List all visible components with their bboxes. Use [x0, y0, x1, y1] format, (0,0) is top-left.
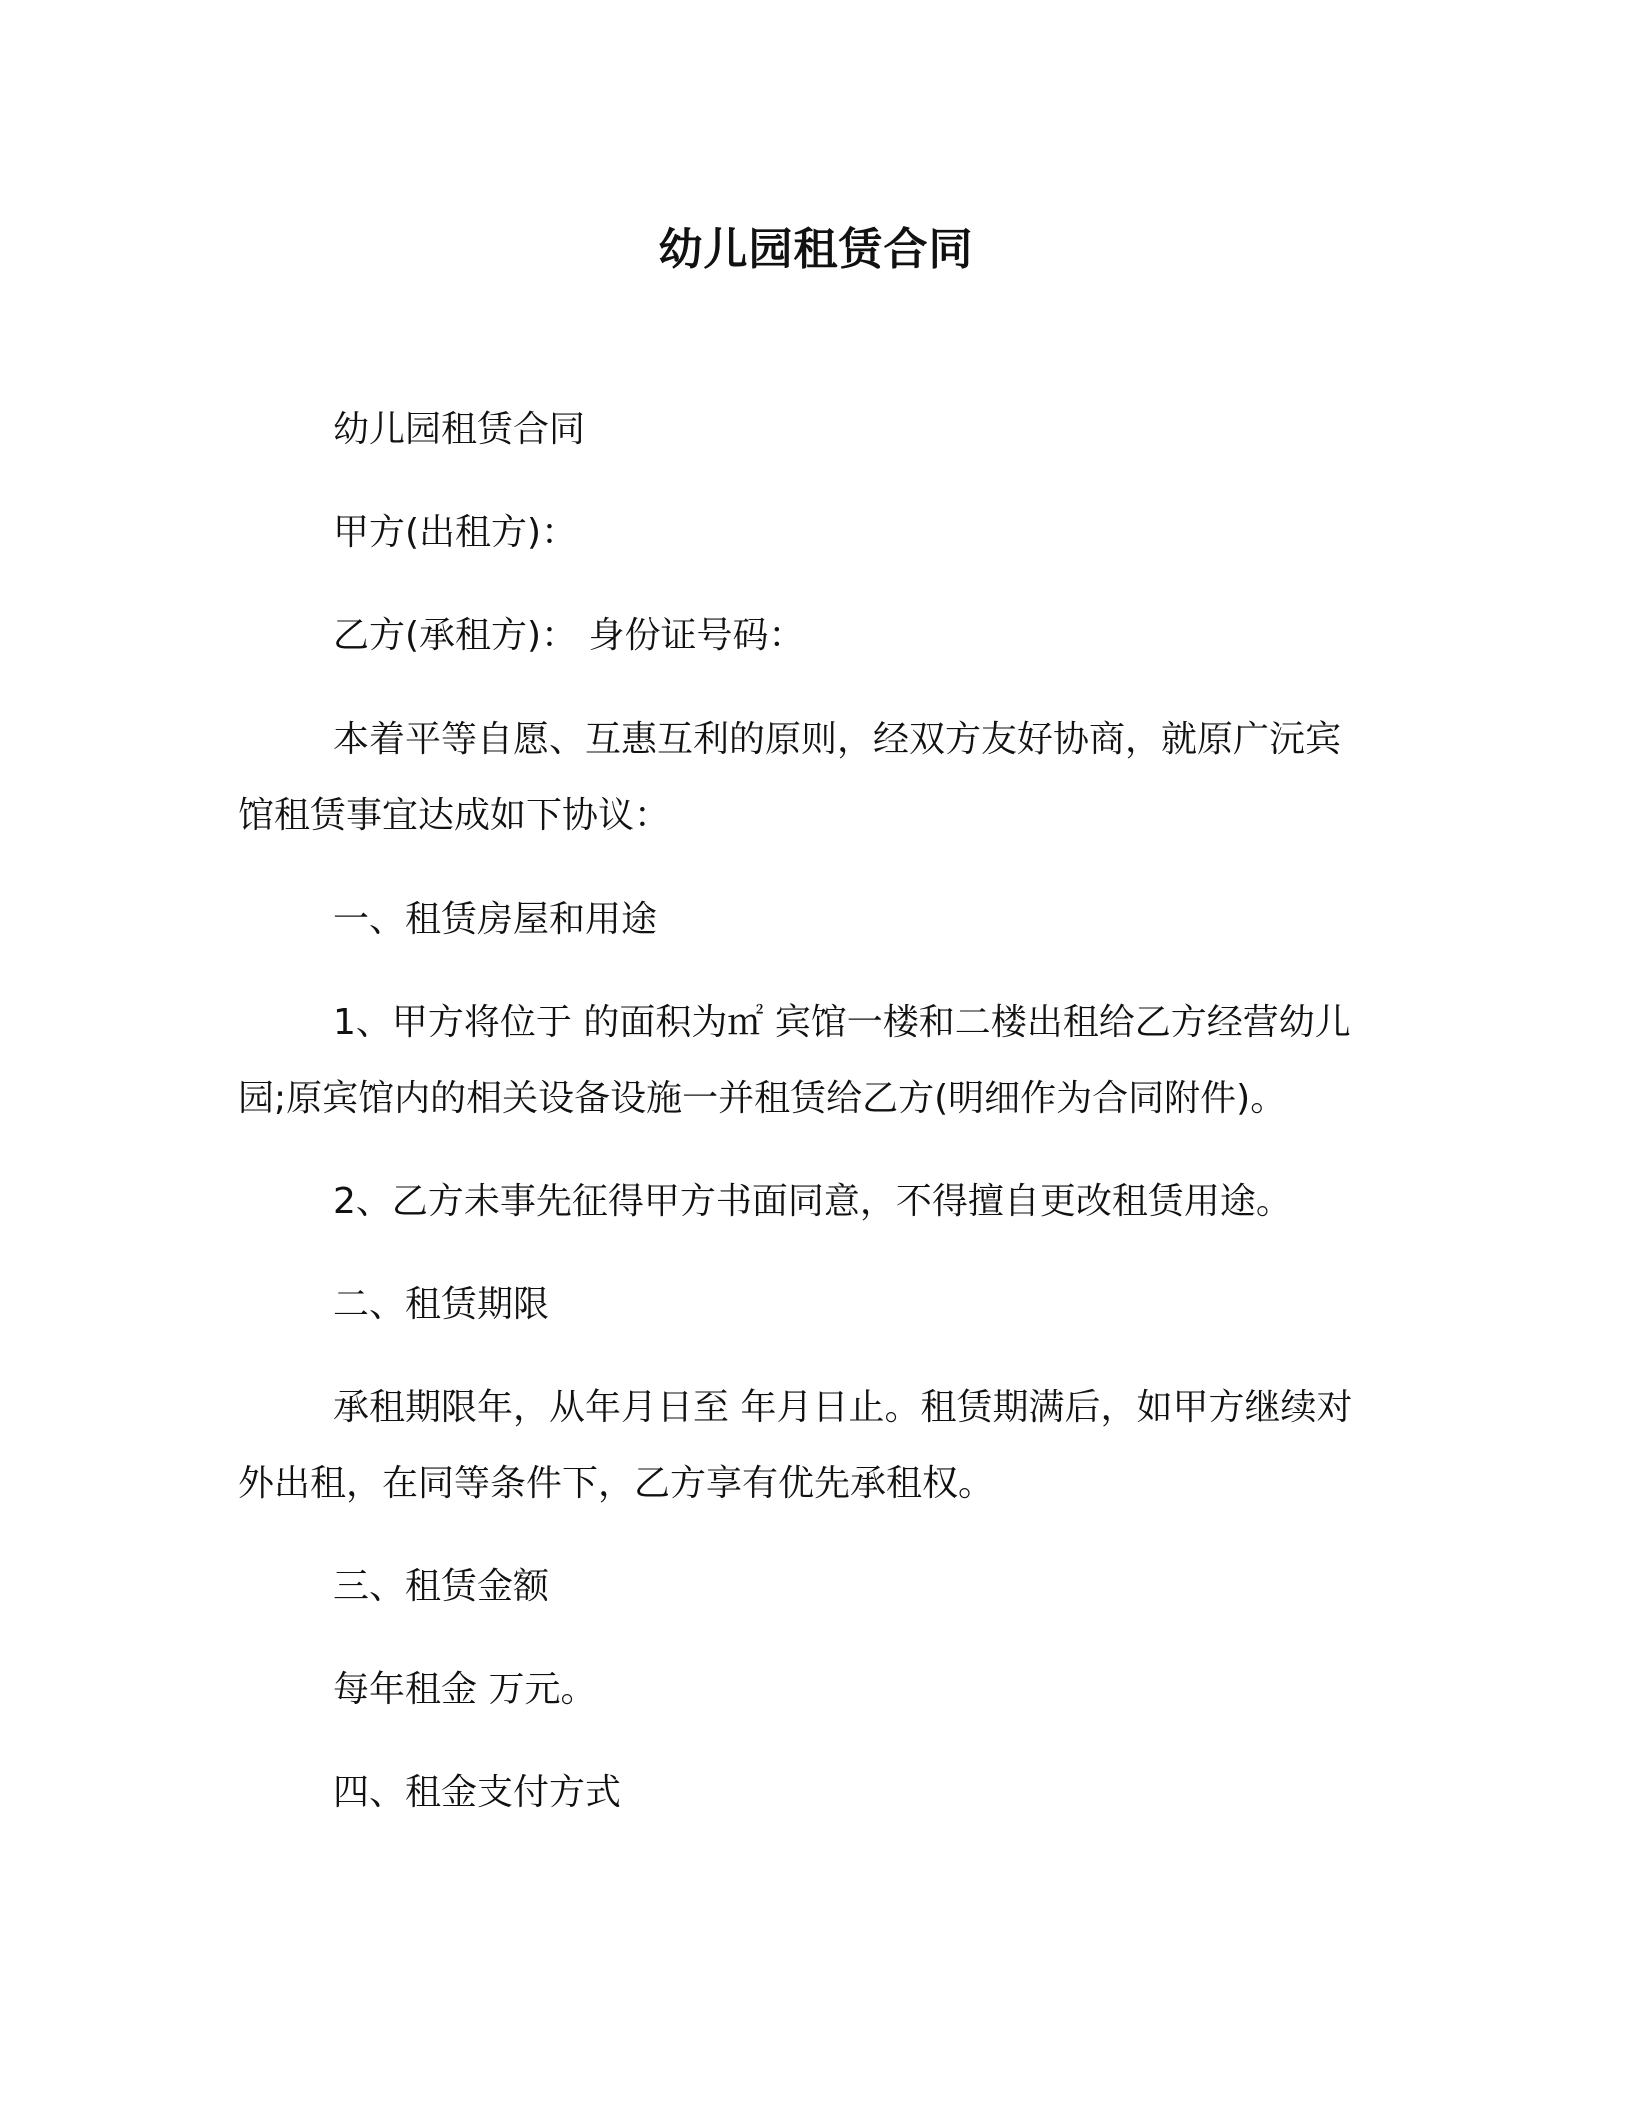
paragraph-preamble-line-1: 本着平等自愿、互惠互利的原则，经双方友好协商，就原广沅宾	[333, 719, 1342, 760]
clause-1-1-line-1: 1、甲方将位于 的面积为㎡ 宾馆一楼和二楼出租给乙方经营幼儿	[333, 1002, 1351, 1043]
clause-3-annual-rent: 每年租金 万元。	[333, 1669, 597, 1710]
clause-2-line-2: 外出租，在同等条件下，乙方享有优先承租权。	[238, 1463, 995, 1504]
paragraph-party-b: 乙方(承租方)： 身份证号码：	[333, 615, 805, 656]
clause-2-line-1: 承租期限年，从年月日至 年月日止。租赁期满后，如甲方继续对	[333, 1387, 1353, 1428]
section-heading-2: 二、租赁期限	[333, 1284, 550, 1325]
section-heading-1: 一、租赁房屋和用途	[333, 899, 658, 940]
section-heading-4: 四、租金支付方式	[333, 1772, 622, 1813]
paragraph-preamble-line-2: 馆租赁事宜达成如下协议：	[238, 795, 671, 836]
document-title: 幼儿园租赁合同	[658, 224, 974, 275]
clause-1-1-line-2: 园;原宾馆内的相关设备设施一并租赁给乙方(明细作为合同附件)。	[238, 1078, 1287, 1119]
section-heading-3: 三、租赁金额	[333, 1566, 550, 1607]
paragraph-party-a: 甲方(出租方)：	[333, 512, 578, 553]
clause-1-2: 2、乙方未事先征得甲方书面同意，不得擅自更改租赁用途。	[333, 1181, 1292, 1222]
paragraph-heading-repeat: 幼儿园租赁合同	[333, 409, 586, 450]
